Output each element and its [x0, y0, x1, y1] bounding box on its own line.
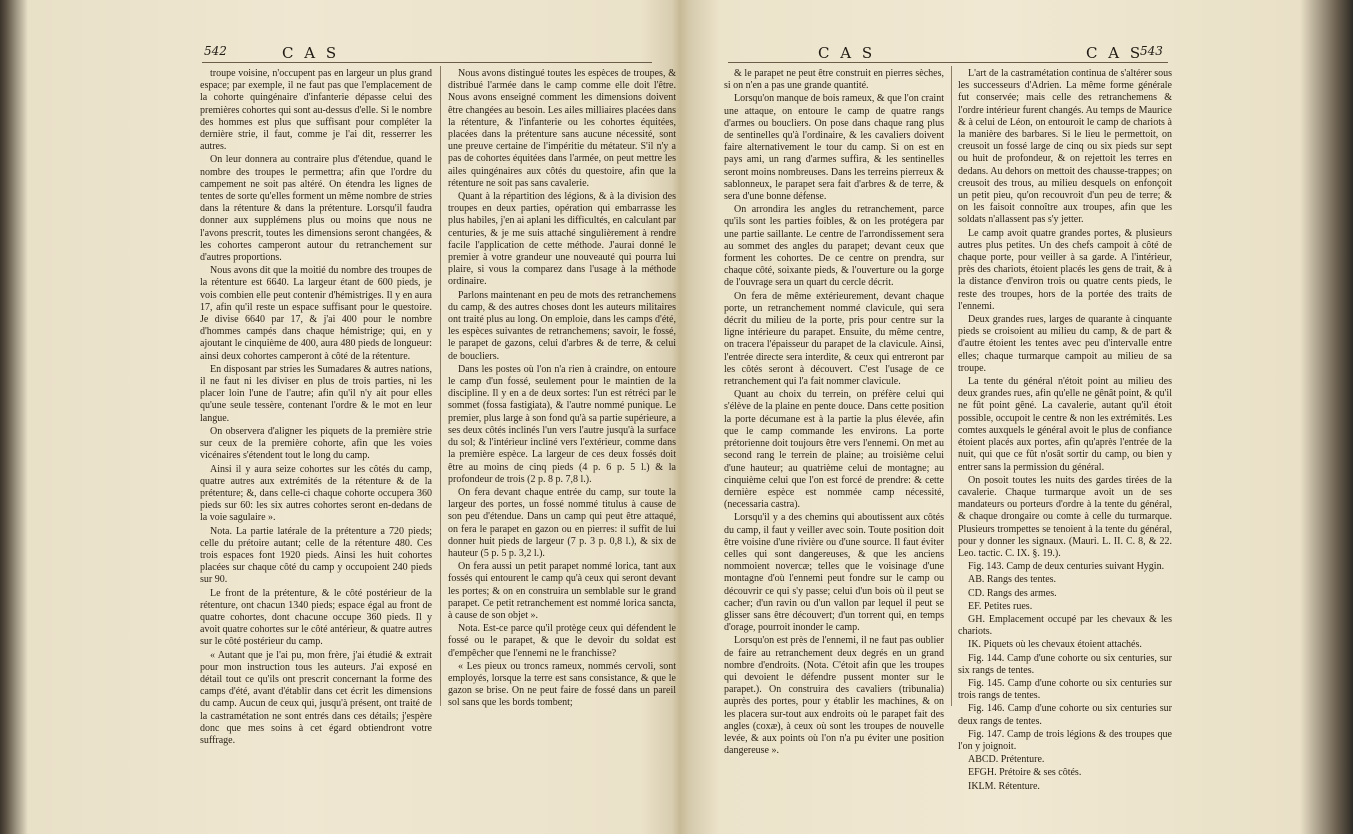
- paragraph: EF. Petites rues.: [968, 600, 1033, 612]
- paragraph: Quant au choix du terrein, on préfère celui qui s'élève de la plaine en pente douce. Dans cette position la porte décumane est à la partie la plus élevée, afin que le camp commande les environs. La porte prétorienne doit toujours être vers l'ennemi. On met au second rang le terrein de plaine; au troisième celui d'une hauteur; au quatrième celui de montagne; au cinquième celui que l'on est forcé de prendre: & cette dernière espèce est nommée camp nécessité, (necessaria castra).: [724, 389, 944, 511]
- paragraph: On arrondira les angles du retranchement, parce qu'ils sont les parties foibles, & on les protégera par une partie saillante. Le centre de l'arrondissement sera au sommet des angles du parapet; devant ceux que forment les cohortes. De ce centre on prendra, sur chaque côté, soixante pieds, & l'ouverture ou la gorge de l'ouvrage sera un quart du cercle décrit.: [724, 204, 944, 289]
- paragraph: Fig. 147. Camp de trois légions & des troupes que l'on y joignoit.: [958, 728, 1172, 752]
- paragraph: AB. Rangs des tentes.: [968, 574, 1057, 586]
- paragraph: L'art de la castramétation continua de s'altérer sous les successeurs d'Adrien. La même forme générale fut conservée; mais celle des retranchemens & l'ordre intérieur furent changés. Au temps de Maurice & à celui de Léon, on entouroit le camp de chariots à la manière des barbares. Si le lieu le permettoit, on creusoit un fossé large de cinq ou six pieds sur sept ou huit de profondeur, & on rejettoit les terres en dedans. Au dehors on mettoit des chausse-trappes; on creusoit des trous, au milieu desquels on enfonçoit un petit pieu, qu'on recouvroit d'un peu de terre; & on les faisoit connoître aux troupes, afin que les soldats n'allassent pas s'y jetter.: [958, 68, 1172, 226]
- paragraph: On leur donnera au contraire plus d'étendue, quand le nombre des troupes le permettra; afin que l'ordre du campement ne soit pas altéré. On étendra les lignes de tentes de sorte qu'elles forment un même nombre de stries dans la rétenture & dans la prétenture. Lorsqu'il faudra donner aux supplémens plus ou moins que nous ne l'avons prescrit, toutes les dimensions seront changées, & les cohortes camperont autour du retranchement sur d'autres proportions.: [200, 154, 433, 264]
- left-page-number: 542: [204, 44, 227, 58]
- paragraph: EFGH. Prétoire & ses côtés.: [968, 767, 1082, 779]
- left-column-2: [448, 68, 676, 711]
- right-page-number: 543: [1140, 44, 1163, 58]
- left-page: [12, 0, 676, 834]
- paragraph: ABCD. Prétenture.: [968, 754, 1045, 766]
- paragraph: Nous avons distingué toutes les espèces de troupes, & distribué l'armée dans le camp comme elle doit l'être. Nous avons enseigné comment les dimensions doivent être changées au besoin. Les ailes milliaires placées dans la rétenture, & l'infanterie ou les cohortes équitées, placées dans la prétenture sans aucune nécessité, sont une preuve certaine de l'impéritie du métateur. S'il n'y a pas de cohortes équitées dans l'armée, on peut mettre les ailes quingénaires aux côtés du questoire, afin que la rétenture ne soit pas sans cavalerie.: [448, 68, 676, 189]
- paragraph: Deux grandes rues, larges de quarante à cinquante pieds se croisoient au milieu du camp, & de part & d'autre étoient les tentes avec peu d'intervalle entre elles; chaque turmarque campoit au milieu de sa troupe.: [958, 314, 1172, 374]
- left-header-rule: [202, 62, 652, 63]
- paragraph: Parlons maintenant en peu de mots des retranchemens du camp, & des autres choses dont les auteurs militaires ont traité plus au long. On emploie, dans les camps d'été, les espèces suivantes de retranchemens; savoir, le fossé, le parapet de gazons, celui d'arbres & de terre, & celui de boucliers.: [448, 289, 676, 362]
- paragraph: On observera d'aligner les piquets de la première strie sur ceux de la première cohorte, afin que les voies vicénaires s'étendent tout le long du camp.: [200, 425, 432, 462]
- left-running-head: C A S: [282, 44, 340, 62]
- paragraph: Nota. La partie latérale de la prétenture a 720 pieds; celle du prétoire autant; celle de la rétenture 480. Ces trois espaces font 1920 pieds. Ainsi les huit cohortes placées sur chaque côté du camp y occupoient 240 pieds sur 90.: [200, 525, 432, 586]
- paragraph: Lorsqu'il y a des chemins qui aboutissent aux côtés du camp, il faut y veiller avec soin. Toute position doit être voisine d'une rivière ou d'une source. Il faut éviter celles qui sont dangereuses, & que les anciens nommoient novercæ; telles que le voisinage d'une montagne d'où l'ennemi peut fondre sur le camp ou découvrir ce qui s'y passe; celui d'un bois où il peut se cacher; d'un ravin ou d'un vallon par lequel il peut se glisser sans être découvert; d'un torrent qui, en temps d'orage, pourroit inonder le camp.: [724, 512, 944, 634]
- paragraph: Dans les postes où l'on n'a rien à craindre, on entoure le camp d'un fossé, seulement pour le maintien de la discipline. Il y en a de deux sortes: l'un est rétréci par le sommet (fossa fastigiata), & l'autre nommé punique. Le premier, plus large à son fond qu'à sa partie supérieure, a ses deux côtés inclinés l'un vers l'autre jusqu'à la surface du sol; & l'intérieur incliné vers l'extérieur, comme dans la première espèce. La largeur de ces deux fossés doit être au moins de cinq pieds (4 p. 6 p. 5 l.) & la profondeur de trois (2 p. 8 p. 7,8 l.).: [448, 363, 676, 485]
- paragraph: Fig. 144. Camp d'une cohorte ou six centuries, sur six rangs de tentes.: [958, 652, 1172, 676]
- paragraph: troupe voisine, n'occupent pas en largeur un plus grand espace; par exemple, il ne faut pas que l'emplacement de la cohorte quingénaire d'infanterie dépasse celui des premières cohortes qui sont au-dessus d'elle. Si le nombre des hommes est plus que suffisant pour compléter la dernière strie, il faut, comme je l'ai dit, resserrer les autres.: [200, 68, 432, 153]
- paragraph: IKLM. Rétenture.: [968, 780, 1040, 792]
- paragraph: Fig. 145. Camp d'une cohorte ou six centuries sur trois rangs de tentes.: [958, 677, 1172, 702]
- paragraph: & le parapet ne peut être construit en pierres sèches, si on n'en a pas une grande quantité.: [724, 68, 944, 92]
- paragraph: La tente du général n'étoit point au milieu des deux grandes rues, afin qu'elle ne gênât point, & qu'il ne fût point gêné. La cavalerie, autant qu'il étoit possible, occupoit le centre & non les extrémités. Les comtes auxquels le général avoit le plus de confiance étoient placés aux portes, afin qu'après l'entrée de la nuit, qui que ce fût n'osât sortir du camp, ou bien y entrer sans la permission du général.: [958, 376, 1172, 473]
- paragraph: Lorsqu'on est près de l'ennemi, il ne faut pas oublier de faire au retranchement deux degrés en un grand nombre d'endroits. (Nota. C'étoit afin que les troupes qui devoient le défendre pussent monter sur le parapet.). On construira des cavaliers (tribunalia) auprès des portes, pour y établir les machines, & on les placera sur-tout aux endroits où le parapet fait des angles (coxæ), à ceux où sont les troupes de nouvelle levée, & aux points où l'on n'a pu éviter une position dangereuse ».: [724, 635, 944, 757]
- paragraph: Le camp avoit quatre grandes portes, & plusieurs autres plus petites. Un des chefs campoit à côté de chaque porte, pour veiller à sa garde. A l'intérieur, près des chariots, étoient placés les gens de trait, & à la distance d'environ trois ou quatre cents pieds, le reste des troupes, hors de la portée des traits de l'ennemi.: [958, 227, 1172, 312]
- paragraph: IK. Piquets où les chevaux étoient attachés.: [968, 639, 1142, 651]
- paragraph: On posoit toutes les nuits des gardes tirées de la cavalerie. Chaque turmarque avoit un de ses mandateurs ou porteurs d'ordre à la tente du général, & chaque drongaire ou comte à celle du turmarque. Plusieurs trompettes se tenoient à la tente du général, pour y donner les signaux. (Mauri. L. II. C. 8, & 22. Leo. tactic. C. IX. §. 19.).: [958, 474, 1172, 559]
- left-column-1: [200, 68, 432, 748]
- paragraph: Lorsqu'on manque de bois rameux, & que l'on craint une attaque, on entoure le camp de quatre rangs d'armes ou boucliers. On pose dans chaque rang plus de sentinelles qu'à l'ordinaire, & les cavaliers doivent faire alternativement le tour du camp. Si on est en pays ami, un rang d'armes suffira, & les sentinelles seront moins nombreuses. Dans les terreins pierreux & sablonneux, le parapet sera fait d'arbres & de terre, & sera d'une bonne défense.: [724, 93, 944, 203]
- paragraph: On fera de même extérieurement, devant chaque porte, un retranchement nommé clavicule, qui sera décrit du milieu de la porte, pris pour centre sur la ligne intérieure du parapet. Ensuite, du même centre, on tracera l'épaisseur du parapet de la clavicule. Ainsi, l'entrée directe sera interdite, & ceux qui entreront par les côtés seront à découvert. C'est l'usage de ce retranchement qui l'a fait nommer clavicule.: [724, 290, 944, 388]
- right-column-2: [958, 68, 1172, 794]
- right-running-head-center: C A S: [818, 44, 876, 62]
- paragraph: « Les pieux ou troncs rameux, nommés cervoli, sont employés, lorsque la terre est sans consistance, & que le gazon se brise. On ne peut faire de fossé dans un pareil sol sans que les bords tombent;: [448, 660, 676, 709]
- paragraph: Fig. 143. Camp de deux centuries suivant Hygin.: [968, 561, 1165, 573]
- right-page: [688, 0, 1336, 834]
- right-column-1: [724, 68, 944, 758]
- paragraph: Nota. Est-ce parce qu'il protège ceux qui défendent le fossé ou le parapet, & que le devoir du soldat est d'empêcher que l'ennemi ne le franchisse?: [448, 623, 676, 659]
- paragraph: Fig. 146. Camp d'une cohorte ou six centuries sur deux rangs de tentes.: [958, 703, 1172, 727]
- paragraph: Nous avons dit que la moitié du nombre des troupes de la rétenture est 6640. La largeur étant de 600 pieds, je vois combien elle peut contenir d'hémistriges. Il y en aura 17, afin qu'il reste un espace suffisant pour le questoire. Je divise 6640 par 17, & j'ai 400 pour le nombre d'hommes campés dans chaque hémistrige; qui, en y ajoutant le cinquième de 400, aura 480 pieds de longueur: ainsi deux cohortes camperont à côté de la rétenture.: [200, 265, 432, 362]
- paragraph: CD. Rangs des armes.: [968, 587, 1057, 599]
- paragraph: GH. Emplacement occupé par les chevaux & les chariots.: [958, 613, 1172, 638]
- paragraph: Quant à la répartition des légions, & à la division des troupes en deux parties, opération qui embarrasse les plus habiles, j'en ai aplani les difficultés, en calculant par centuries, & je me suis attaché singulièrement à rendre facile l'application de cette méthode. J'aurai donné le premier à votre grandeur une nouveauté qui pourra lui plaire, si vous la comparez dans l'usage à la méthode ordinaire.: [448, 191, 676, 288]
- right-header-rule: [728, 62, 1168, 63]
- paragraph: En disposant par stries les Sumadares & autres nations, il ne faut ni les diviser en plus de trois parties, ni les placer loin l'une de l'autre; afin qu'il n'y ait pour elles qu'une seule tessère, contenant l'ordre & le mot en leur langue.: [200, 363, 432, 424]
- left-column-divider: [440, 66, 441, 706]
- paragraph: Le front de la prétenture, & le côté postérieur de la rétenture, ont chacun 1340 pieds; espace égal au front de quatre cohortes, dont chacune occupe 360 pieds. Il y avoit quatre cohortes sur le côté antérieur, & quatre autres sur le côté postérieur du camp.: [200, 587, 432, 648]
- paragraph: On fera aussi un petit parapet nommé lorica, tant aux fossés qui entourent le camp qu'à ceux qui seront devant les portes; & on en construira un semblable sur le grand parapet. Ce petit retranchement est nommé lorica sancta, à cause de son objet ».: [448, 561, 676, 621]
- right-running-head: C A S: [1086, 44, 1144, 62]
- right-column-divider: [951, 66, 952, 706]
- paragraph: « Autant que je l'ai pu, mon frère, j'ai étudié & extrait pour mon instruction tous les auteurs. J'ai exposé en détail tout ce qu'ils ont prescrit concernant la forme des camps d'été, avant d'établir dans cet écrit les dimensions du camp. Aucun de ceux qui, jusqu'à présent, ont traité de la castramétation ne sont entrés dans ces détails; j'espère donc que mes soins à cet égard obtiendront votre suffrage.: [200, 649, 432, 746]
- paragraph: On fera devant chaque entrée du camp, sur toute la largeur des portes, un fossé nommé titulus à cause de son peu d'étendue. Dans un camp qui peut être attaqué, on fera le parapet en gazon ou en pierres: il suffit de lui donner huit pieds de largeur (7 p. 3 p. 0,8 l.), & six de hauteur (5 p. 5 p. 3,2 l.).: [448, 486, 676, 559]
- paragraph: Ainsi il y aura seize cohortes sur les côtés du camp, quatre autres aux extrémités de la rétenture & de la prétenture; &, dans celle-ci chaque cohorte occupera 360 pieds sur 60: les six autres cohortes seront en-dedans de la voie sagulaire ».: [200, 463, 432, 524]
